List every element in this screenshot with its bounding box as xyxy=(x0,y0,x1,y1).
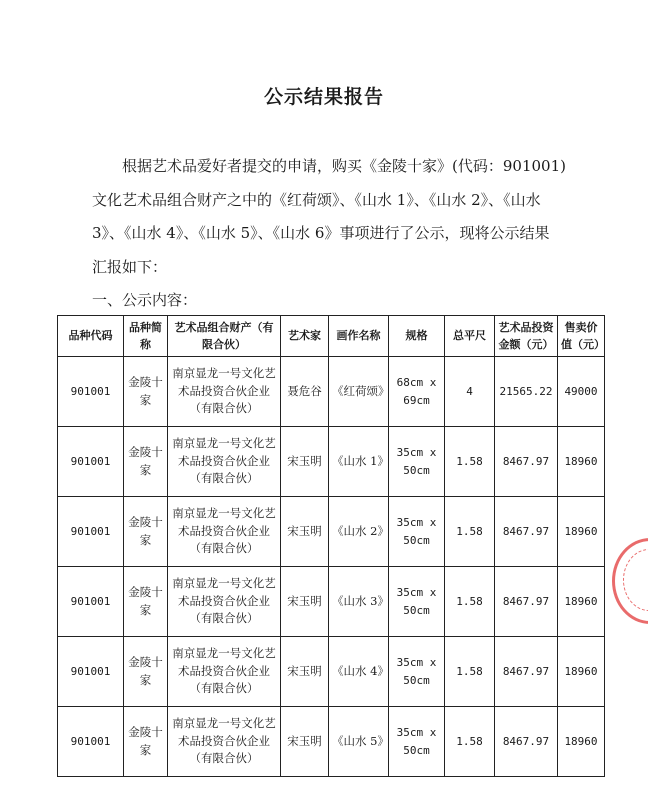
table-row xyxy=(58,567,605,637)
header-cell: 艺术品组合财产（有限合伙） xyxy=(168,316,281,357)
cell-fund: 南京显龙一号文化艺术品投资合伙企业（有限合伙） xyxy=(168,427,281,497)
cell-code: 901001 xyxy=(58,567,124,637)
cell-short-name: 金陵十家 xyxy=(124,567,168,637)
cell-size: 35cm x 50cm xyxy=(389,707,445,777)
cell-size: 35cm x 50cm xyxy=(389,637,445,707)
cell-artwork: 《山水 4》 xyxy=(329,637,389,707)
intro-line-3: 3》、《山水 4》、《山水 5》、《山水 6》事项进行了公示，现将公示结果 xyxy=(92,224,550,242)
cell-artist: 宋玉明 xyxy=(281,637,329,707)
cell-price: 49000 xyxy=(558,357,605,427)
header-cell: 艺术品投资金额（元） xyxy=(495,316,558,357)
cell-fund: 南京显龙一号文化艺术品投资合伙企业（有限合伙） xyxy=(168,637,281,707)
cell-size: 35cm x 50cm xyxy=(389,567,445,637)
cell-artwork: 《红荷颂》 xyxy=(329,357,389,427)
cell-investment: 8467.97 xyxy=(495,427,558,497)
intro-line-4: 汇报如下： xyxy=(92,257,168,276)
section-heading: 一、公示内容： xyxy=(92,291,198,309)
cell-artist: 宋玉明 xyxy=(281,567,329,637)
cell-artist: 聂危谷 xyxy=(281,357,329,427)
cell-investment: 8467.97 xyxy=(495,497,558,567)
header-cell: 画作名称 xyxy=(329,316,389,357)
cell-artwork: 《山水 1》 xyxy=(329,427,389,497)
cell-area: 1.58 xyxy=(445,567,495,637)
table-row xyxy=(58,707,605,777)
cell-artist: 宋玉明 xyxy=(281,707,329,777)
cell-price: 18960 xyxy=(558,637,605,707)
table-row xyxy=(58,427,605,497)
cell-code: 901001 xyxy=(58,427,124,497)
cell-artist: 宋玉明 xyxy=(281,497,329,567)
cell-short-name: 金陵十家 xyxy=(124,497,168,567)
cell-price: 18960 xyxy=(558,707,605,777)
header-cell: 总平尺 xyxy=(445,316,495,357)
page-title: 公示结果报告 xyxy=(263,86,384,108)
cell-price: 18960 xyxy=(558,567,605,637)
cell-area: 1.58 xyxy=(445,497,495,567)
disclosure-table xyxy=(57,315,605,777)
header-cell: 售卖价值（元） xyxy=(558,316,605,357)
header-cell: 艺术家 xyxy=(281,316,329,357)
cell-area: 1.58 xyxy=(445,707,495,777)
cell-fund: 南京显龙一号文化艺术品投资合伙企业（有限合伙） xyxy=(168,357,281,427)
cell-fund: 南京显龙一号文化艺术品投资合伙企业（有限合伙） xyxy=(168,567,281,637)
cell-investment: 8467.97 xyxy=(495,637,558,707)
cell-price: 18960 xyxy=(558,497,605,567)
cell-artwork: 《山水 2》 xyxy=(329,497,389,567)
cell-investment: 8467.97 xyxy=(495,707,558,777)
cell-artwork: 《山水 5》 xyxy=(329,707,389,777)
intro-paragraph xyxy=(92,150,572,284)
cell-area: 1.58 xyxy=(445,637,495,707)
table-row xyxy=(58,357,605,427)
cell-size: 68cm x 69cm xyxy=(389,357,445,427)
cell-short-name: 金陵十家 xyxy=(124,427,168,497)
table-row xyxy=(58,637,605,707)
cell-size: 35cm x 50cm xyxy=(389,497,445,567)
cell-investment: 8467.97 xyxy=(495,567,558,637)
header-cell: 品种代码 xyxy=(58,316,124,357)
cell-size: 35cm x 50cm xyxy=(389,427,445,497)
cell-code: 901001 xyxy=(58,357,124,427)
intro-line-2: 文化艺术品组合财产之中的《红荷颂》、《山水 1》、《山水 2》、《山水 xyxy=(92,190,541,209)
cell-area: 4 xyxy=(445,357,495,427)
cell-investment: 21565.22 xyxy=(495,357,558,427)
header-cell: 规格 xyxy=(389,316,445,357)
cell-short-name: 金陵十家 xyxy=(124,637,168,707)
cell-price: 18960 xyxy=(558,427,605,497)
intro-line-1: 根据艺术品爱好者提交的申请，购买《金陵十家》(代码：901001) xyxy=(122,157,566,175)
cell-fund: 南京显龙一号文化艺术品投资合伙企业（有限合伙） xyxy=(168,497,281,567)
cell-area: 1.58 xyxy=(445,427,495,497)
cell-artist: 宋玉明 xyxy=(281,427,329,497)
cell-code: 901001 xyxy=(58,707,124,777)
cell-fund: 南京显龙一号文化艺术品投资合伙企业（有限合伙） xyxy=(168,707,281,777)
header-cell: 品种简称 xyxy=(124,316,168,357)
cell-code: 901001 xyxy=(58,497,124,567)
cell-short-name: 金陵十家 xyxy=(124,357,168,427)
cell-artwork: 《山水 3》 xyxy=(329,567,389,637)
cell-short-name: 金陵十家 xyxy=(124,707,168,777)
table-header-row xyxy=(58,316,605,357)
table-row xyxy=(58,497,605,567)
cell-code: 901001 xyxy=(58,637,124,707)
red-seal-stamp xyxy=(612,538,648,624)
